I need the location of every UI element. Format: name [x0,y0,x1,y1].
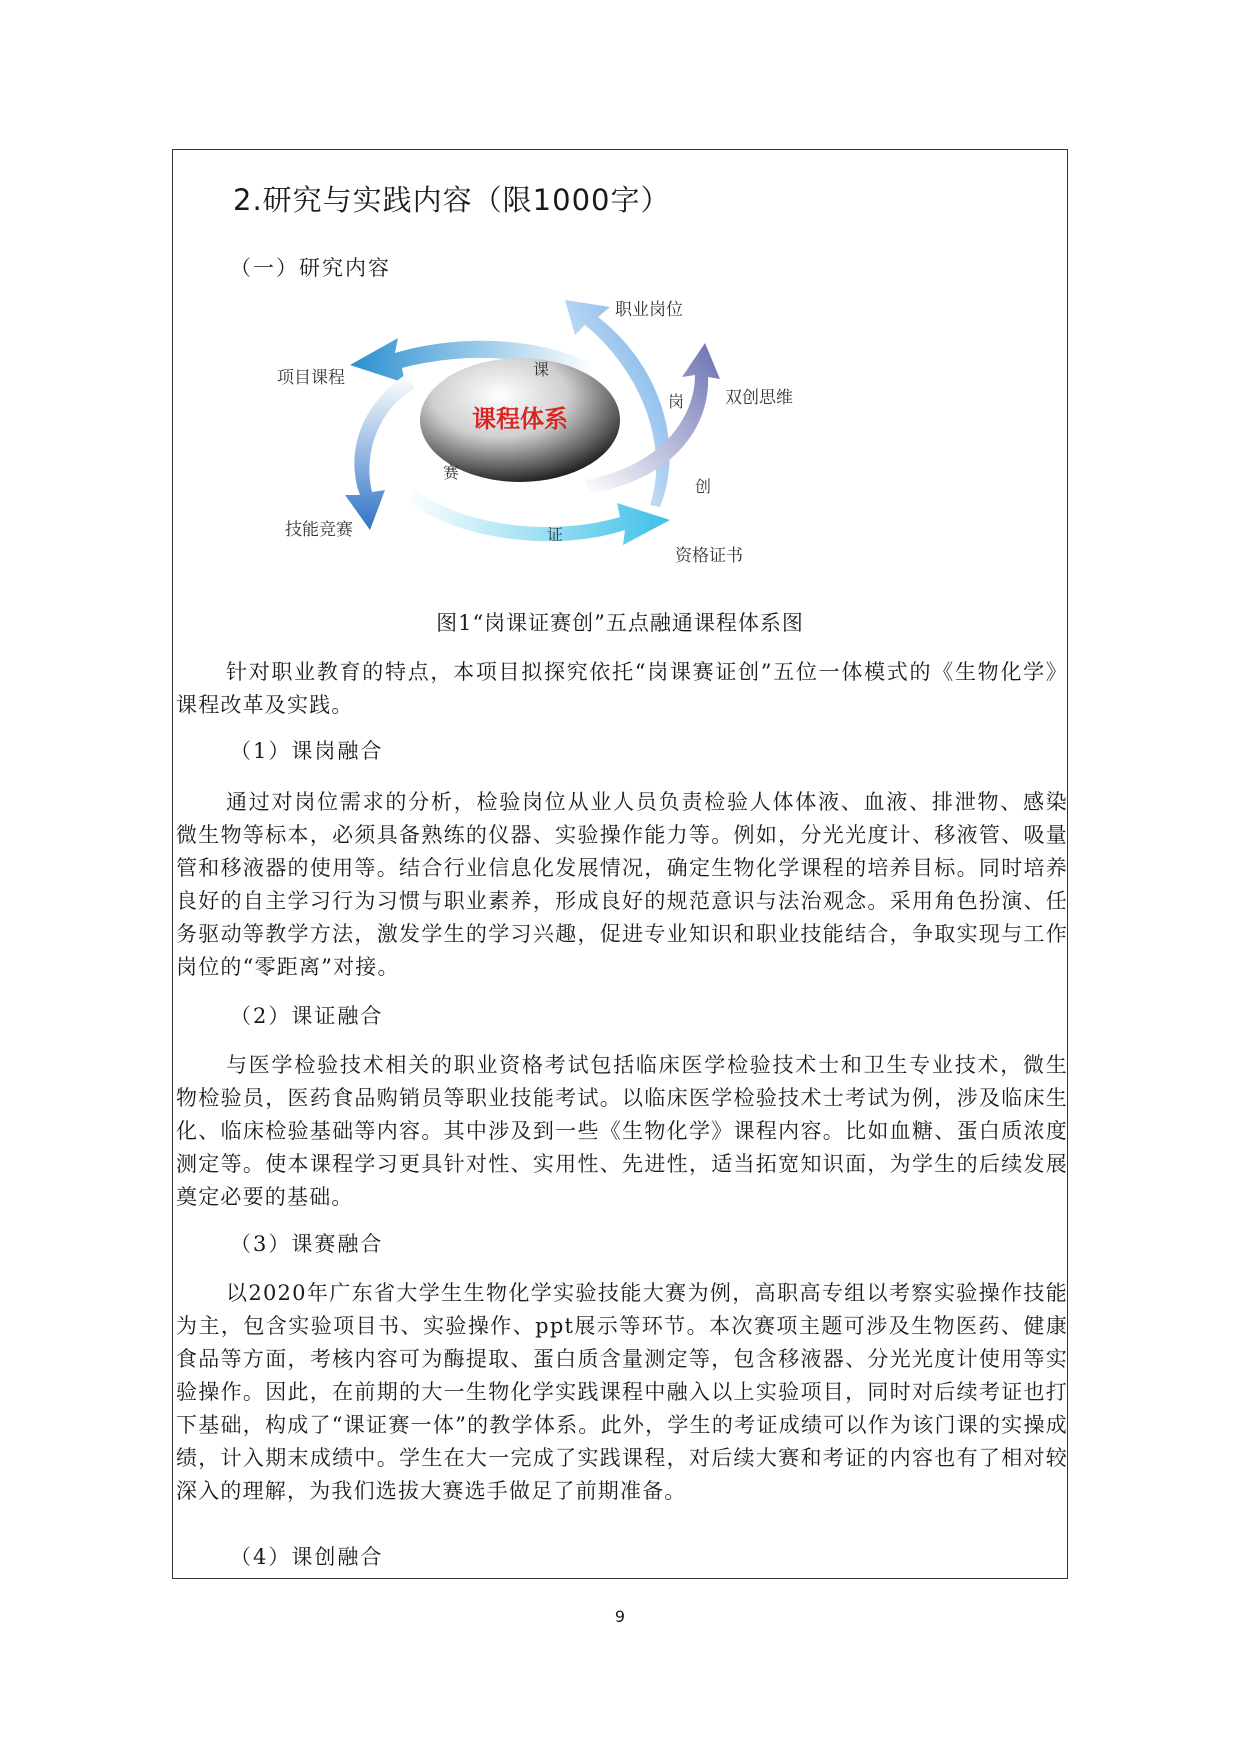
label-cert: 资格证书 [675,546,743,566]
heading-course-contest: （3）课赛融合 [230,1232,384,1256]
label-chuang: 创 [695,477,712,496]
label-innovation: 双创思维 [725,388,793,408]
course-job-text: 通过对岗位需求的分析，检验岗位从业人员负责检验人体体液、血液、排泄物、感染微生物等标本，必须具备熟练的仪器、实验操作能力等。例如，分光光度计、移液管、吸量管和移液器的使用等。结合行业信息化发展情况，确定生物化学课程的培养目标。同时培养良好的自主学习行为习惯与职业素养，形成良好的规范意识与法治观念。采用角色扮演、任务驱动等教学方法，激发学生的学习兴趣，促进专业知识和职业技能结合，争取实现与工作岗位的“零距离”对接。 [176,790,1068,979]
course-cert-paragraph [176,1049,1068,1214]
label-gang: 岗 [668,392,685,411]
label-zheng: 证 [547,525,564,544]
intro-paragraph [176,656,1068,722]
arrow-cert [405,490,670,545]
label-ke: 课 [533,360,550,379]
label-project: 项目课程 [277,368,345,388]
arrow-skills [345,375,415,530]
label-job: 职业岗位 [615,300,683,320]
heading-course-job: （1）课岗融合 [230,739,384,763]
course-contest-paragraph [176,1277,1068,1508]
course-cert-text: 与医学检验技术相关的职业资格考试包括临床医学检验技术士和卫生专业技术，微生物检验员，医药食品购销员等职业技能考试。以临床医学检验技术士考试为例，涉及临床生化、临床检验基础等内容。其中涉及到一些《生物化学》课程内容。比如血糖、蛋白质浓度测定等。使本课程学习更具针对性、实用性、先进性，适当拓宽知识面，为学生的后续发展奠定必要的基础。 [176,1053,1068,1209]
heading-course-innovation: （4）课创融合 [230,1545,384,1569]
figure-caption: 图1“岗课证赛创”五点融通课程体系图 [436,611,804,635]
label-sai: 赛 [443,463,460,482]
course-contest-text: 以2020年广东省大学生生物化学实验技能大赛为例，高职高专组以考察实验操作技能为主，包含实验项目书、实验操作、ppt展示等环节。本次赛项主题可涉及生物医药、健康食品等方面，考核内容可为酶提取、蛋白质含量测定等，包含移液器、分光光度计使用等实验操作。因此，在前期的大一生物化学实践课程中融入以上实验项目，同时对后续考证也打下基础，构成了“课证赛一体”的教学体系。此外，学生的考证成绩可以作为该门课的实操成绩，计入期末成绩中。学生在大一完成了实践课程，对后续大赛和考证的内容也有了相对较深入的理解，为我们选拔大赛选手做足了前期准备。 [176,1281,1068,1503]
center-label: 课程体系 [472,404,568,433]
course-job-paragraph [176,786,1068,984]
subsection-heading: （一）研究内容 [230,256,391,280]
course-system-diagram [265,295,925,585]
heading-course-cert: （2）课证融合 [230,1004,384,1028]
page-number: 9 [614,1607,626,1626]
intro-text: 针对职业教育的特点，本项目拟探究依托“岗课赛证创”五位一体模式的《生物化学》课程改革及实践。 [176,660,1068,717]
label-skills: 技能竞赛 [285,520,353,540]
section-title: 2.研究与实践内容（限1000字） [233,183,671,217]
